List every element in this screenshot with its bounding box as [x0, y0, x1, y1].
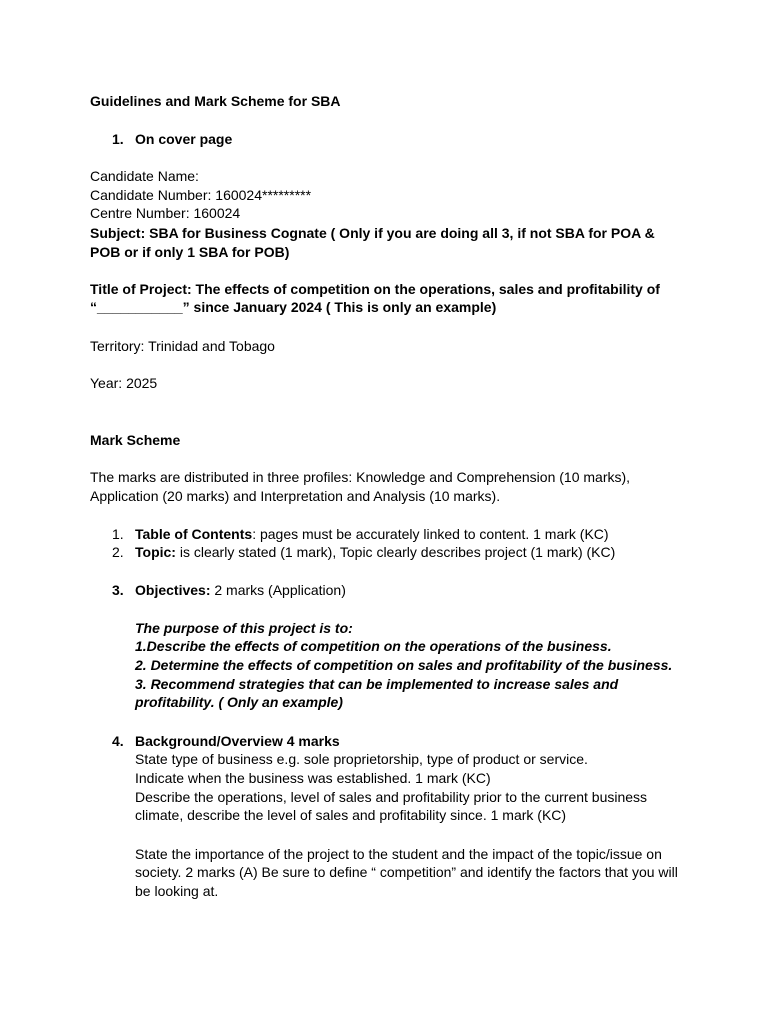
objectives-example-line: profitability. ( Only an example) — [135, 694, 343, 710]
importance-line: society. 2 marks (A) Be sure to define “ competition” and identify the factors that you will — [135, 864, 678, 880]
list-item-number: 3. — [112, 582, 124, 598]
background-line: climate, describe the level of sales and profitability since. 1 mark (KC) — [135, 807, 567, 823]
year-field: Year: 2025 — [90, 375, 158, 391]
list-item-topic — [135, 543, 615, 562]
subject-line-1: Subject: SBA for Business Cognate ( Only if you are doing all 3, if not SBA for POA & — [90, 225, 655, 241]
background-heading: Background/Overview 4 marks — [135, 733, 340, 749]
mark-scheme-heading: Mark Scheme — [90, 432, 181, 448]
centre-number-field: Centre Number: 160024 — [90, 205, 241, 221]
list-item-label: Topic: — [135, 544, 176, 560]
list-item-text: : pages must be accurately linked to content. 1 mark (KC) — [252, 526, 609, 542]
objectives-example-line: 1.Describe the effects of competition on the operations of the business. — [135, 638, 612, 654]
background-line: State type of business e.g. sole proprietorship, type of product or service. — [135, 751, 588, 767]
list-item-label: Table of Contents — [135, 526, 253, 542]
project-title-line-2: “___________” since January 2024 ( This is only an example) — [90, 299, 497, 315]
list-item-objectives — [135, 581, 346, 600]
importance-line: State the importance of the project to the student and the impact of the topic/issue on — [135, 846, 662, 862]
list-item-number: 4. — [112, 733, 124, 749]
list-item-number: 1. — [112, 526, 124, 542]
mark-scheme-intro-line-2: Application (20 marks) and Interpretation and Analysis (10 marks). — [90, 488, 501, 504]
project-title-line-1: Title of Project: The effects of competition on the operations, sales and profitability of — [90, 281, 660, 297]
mark-scheme-intro-line-1: The marks are distributed in three profiles: Knowledge and Comprehension (10 marks), — [90, 469, 631, 485]
candidate-name-field: Candidate Name: — [90, 168, 199, 184]
section-heading-cover-page: On cover page — [135, 131, 233, 147]
subject-line-2: POB or if only 1 SBA for POB) — [90, 244, 290, 260]
list-item-number: 2. — [112, 544, 124, 560]
list-item-text: 2 marks (Application) — [210, 582, 346, 598]
list-item-table-of-contents — [135, 525, 609, 544]
list-item-label: Objectives: — [135, 582, 211, 598]
importance-line: be looking at. — [135, 883, 219, 899]
document-title: Guidelines and Mark Scheme for SBA — [90, 93, 341, 109]
background-line: Indicate when the business was established. 1 mark (KC) — [135, 770, 491, 786]
objectives-example-line: 3. Recommend strategies that can be implemented to increase sales and — [135, 676, 619, 692]
background-line: Describe the operations, level of sales and profitability prior to the current business — [135, 789, 648, 805]
territory-field: Territory: Trinidad and Tobago — [90, 338, 275, 354]
objectives-example-line: The purpose of this project is to: — [135, 620, 353, 636]
objectives-example-line: 2. Determine the effects of competition on sales and profitability of the business. — [135, 657, 673, 673]
list-item-text: is clearly stated (1 mark), Topic clearly describes project (1 mark) (KC) — [175, 544, 616, 560]
section-number: 1. — [112, 131, 124, 147]
candidate-number-field: Candidate Number: 160024********* — [90, 187, 312, 203]
